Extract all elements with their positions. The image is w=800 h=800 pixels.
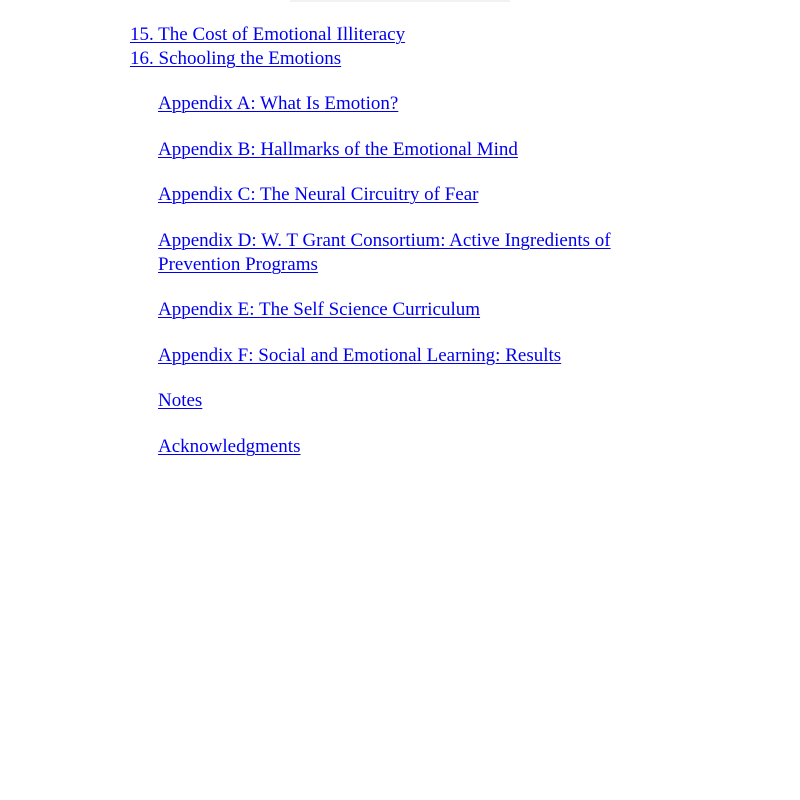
toc-link-appendix-e[interactable]: Appendix E: The Self Science Curriculum [158,299,481,320]
toc-link-appendix-b[interactable]: Appendix B: Hallmarks of the Emotional Mind [158,139,518,160]
toc-link-notes[interactable]: Notes [158,390,203,411]
toc-link-chapter-15[interactable]: 15. The Cost of Emotional Illiteracy [130,24,406,45]
page-top-divider [290,0,510,2]
toc-link-appendix-a[interactable]: Appendix A: What Is Emotion? [158,93,399,114]
toc-link-appendix-f[interactable]: Appendix F: Social and Emotional Learning: Results [158,345,562,366]
toc-link-appendix-d[interactable]: Appendix D: W. T Grant Consortium: Active Ingredients of Prevention Programs [158,230,611,275]
toc-link-acknowledgments[interactable]: Acknowledgments [158,436,301,457]
toc-link-appendix-c[interactable]: Appendix C: The Neural Circuitry of Fear [158,184,479,205]
toc-link-chapter-16[interactable]: 16. Schooling the Emotions [130,48,342,69]
